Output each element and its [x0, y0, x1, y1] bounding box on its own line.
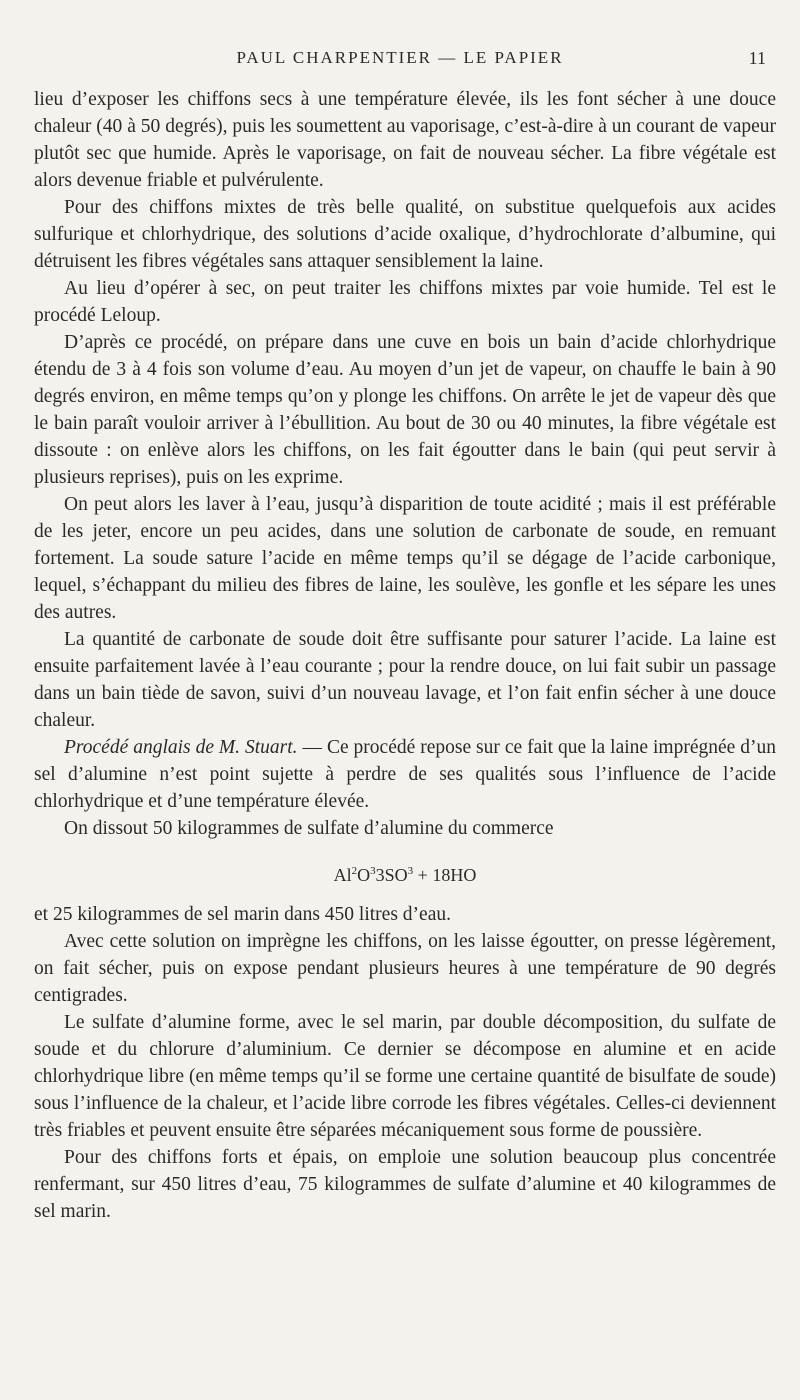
paragraph: On dissout 50 kilogrammes de sulfate d’alumine du commerce — [64, 818, 554, 839]
stuart-italic-lead: Procédé anglais de M. Stuart. — [64, 737, 298, 758]
stuart-text: — Ce procédé repose sur ce fait que la laine imprégnée d’un sel d’alumine n’est point sujette à perdre de ses qualités sous l’influence de l’acide chlorhydrique et d’une température élevée. — [34, 737, 776, 812]
paragraph: lieu d’exposer les chiffons secs à une température élevée, ils les font sécher à une douce chaleur (40 à 50 degrés), puis les soumettent au vaporisage, c’est-à-dire à un courant de vapeur plutôt sec que humide. Après le vaporisage, on fait de nouveau sécher. La fibre végétale est alors devenue friable et pulvérulente. — [34, 89, 776, 191]
running-header — [0, 48, 800, 72]
formula-sup: 2 — [351, 865, 358, 877]
paragraph: La quantité de carbonate de soude doit être suffisante pour saturer l’acide. La laine est ensuite parfaitement lavée à l’eau courante ; pour la rendre douce, on lui fait subir un passage dans un bain tiède de savon, suivi d’un nouveau lavage, et l’on fait enfin sécher à une douce chaleur. — [34, 629, 776, 731]
paragraph: Avec cette solution on imprègne les chiffons, on les laisse égoutter, on presse légèrement, on fait sécher, puis on expose pendant plusieurs heures à une température de 90 degrés centigrades. — [34, 931, 776, 1006]
formula-al: Al — [333, 865, 352, 885]
chemical-formula — [34, 858, 776, 889]
paragraph: et 25 kilogrammes de sel marin dans 450 litres d’eau. — [34, 904, 451, 925]
header-title: PAUL CHARPENTIER — LE PAPIER — [236, 48, 564, 67]
paragraph: Au lieu d’opérer à sec, on peut traiter les chiffons mixtes par voie humide. Tel est le procédé Leloup. — [34, 278, 776, 326]
formula-tail: + 18HO — [413, 865, 477, 885]
paragraph: On peut alors les laver à l’eau, jusqu’à disparition de toute acidité ; mais il est préférable de les jeter, encore un peu acides, dans une solution de carbonate de soude, en remuant fortement. La soude sature l’acide en même temps qu’il se dégage de l’acide carbonique, lequel, s’échappant du milieu des fibres de laine, les soulève, les gonfle et les sépare les unes des autres. — [34, 494, 776, 623]
paragraph: Pour des chiffons mixtes de très belle qualité, on substitue quelquefois aux acides sulfurique et chlorhydrique, des solutions d’acide oxalique, d’hydrochlorate d’albumine, qui détruisent les fibres végétales sans attaquer sensiblement la laine. — [34, 197, 776, 272]
formula-so: 3SO — [375, 865, 408, 885]
body-text — [34, 86, 776, 1225]
paragraph: Pour des chiffons forts et épais, on emploie une solution beaucoup plus concentrée renfermant, sur 450 litres d’eau, 75 kilogrammes de sulfate d’alumine et 40 kilogrammes de sel marin. — [34, 1147, 776, 1222]
paragraph: Le sulfate d’alumine forme, avec le sel marin, par double décomposition, du sulfate de soude et du chlorure d’aluminium. Ce dernier se décompose en alumine et en acide chlorhydrique libre (en même temps qu’il se forme une certaine quantité de bisulfate de soude) sous l’influence de la chaleur, et l’acide libre corrode les fibres végétales. Celles-ci deviennent très friables et peuvent ensuite être séparées mécaniquement sous forme de poussière. — [34, 1012, 776, 1141]
paragraph-stuart — [34, 734, 776, 815]
page-number: 11 — [748, 48, 766, 68]
formula-sup: 3 — [370, 865, 376, 877]
formula-o: O — [357, 865, 371, 885]
formula-sup: 3 — [407, 865, 414, 877]
paragraph: D’après ce procédé, on prépare dans une cuve en bois un bain d’acide chlorhydrique étendu de 3 à 4 fois son volume d’eau. Au moyen d’un jet de vapeur, on chauffe le bain à 90 degrés environ, en même temps qu’on y plonge les chiffons. On arrête le jet de vapeur dès que le bain paraît vouloir arriver à l’ébullition. Au bout de 30 ou 40 minutes, la fibre végétale est dissoute : on enlève alors les chiffons, on les fait égoutter dans le bain (qui peut servir à plusieurs reprises), puis on les exprime. — [34, 332, 776, 488]
